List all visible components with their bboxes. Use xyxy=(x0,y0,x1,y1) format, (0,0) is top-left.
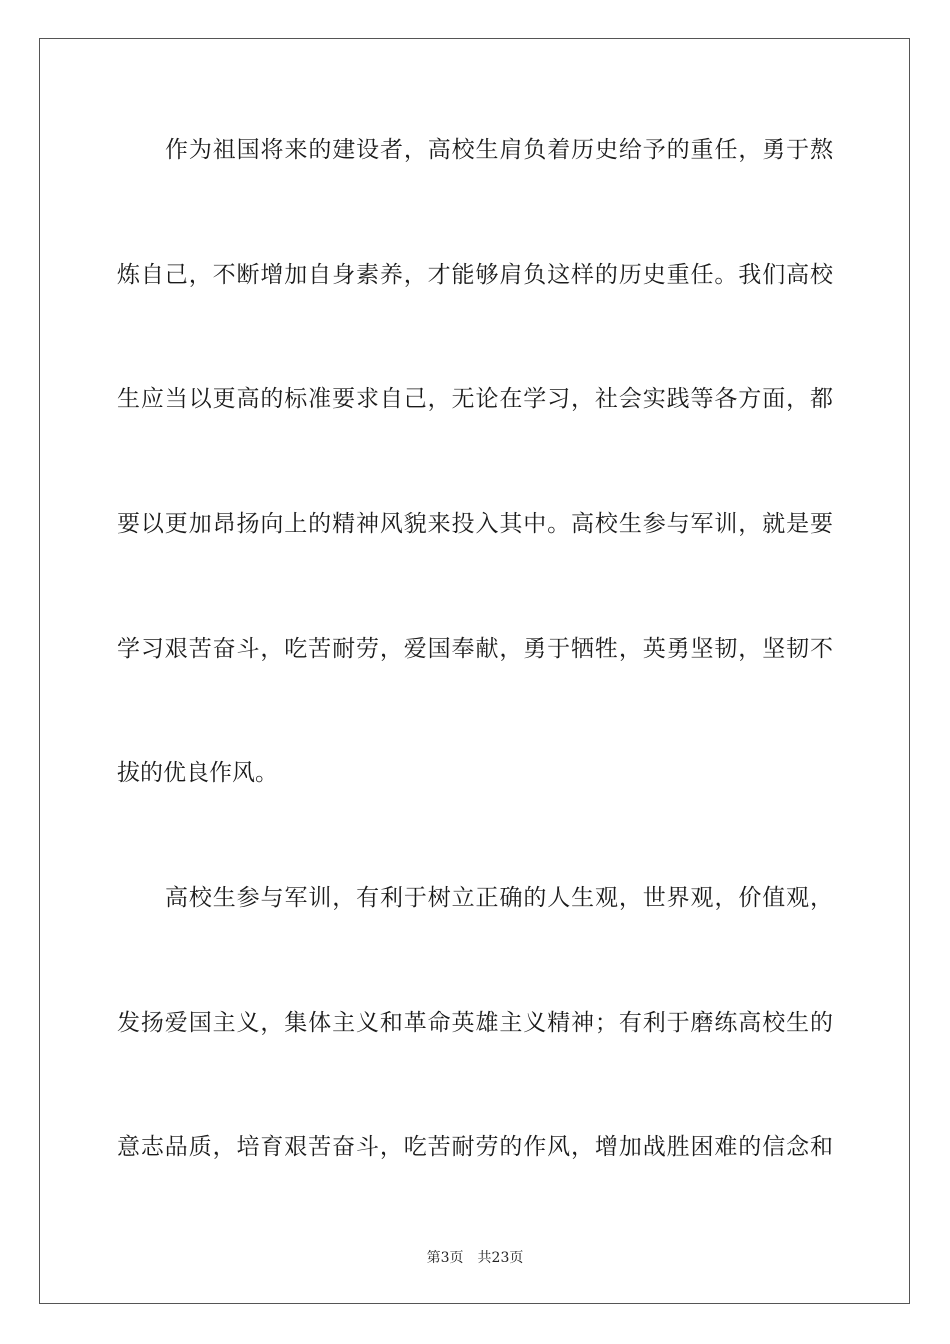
paragraph-2-line-2: 发扬爱国主义，集体主义和革命英雄主义精神；有利于磨练高校生的 xyxy=(117,1010,833,1036)
paragraph-1-line-1: 作为祖国将来的建设者，高校生肩负着历史给予的重任，勇于熬 xyxy=(165,137,833,163)
paragraph-1-line-2: 炼自己，不断增加自身素养，才能够肩负这样的历史重任。我们高校 xyxy=(117,262,833,288)
paragraph-1-line-3: 生应当以更高的标准要求自己，无论在学习，社会实践等各方面，都 xyxy=(117,386,833,412)
page-number-footer: 第3页 共23页 xyxy=(426,1250,524,1266)
paragraph-2-line-1: 高校生参与军训，有利于树立正确的人生观，世界观，价值观， xyxy=(165,885,833,911)
paragraph-1-line-6: 拔的优良作风。 xyxy=(117,760,278,786)
paragraph-2-line-3: 意志品质，培育艰苦奋斗，吃苦耐劳的作风，增加战胜困难的信念和 xyxy=(117,1134,833,1160)
paragraph-1-line-4: 要以更加昂扬向上的精神风貌来投入其中。高校生参与军训，就是要 xyxy=(117,511,833,537)
page-border xyxy=(39,38,910,1304)
paragraph-1-line-5: 学习艰苦奋斗，吃苦耐劳，爱国奉献，勇于牺牲，英勇坚韧，坚韧不 xyxy=(117,636,833,662)
